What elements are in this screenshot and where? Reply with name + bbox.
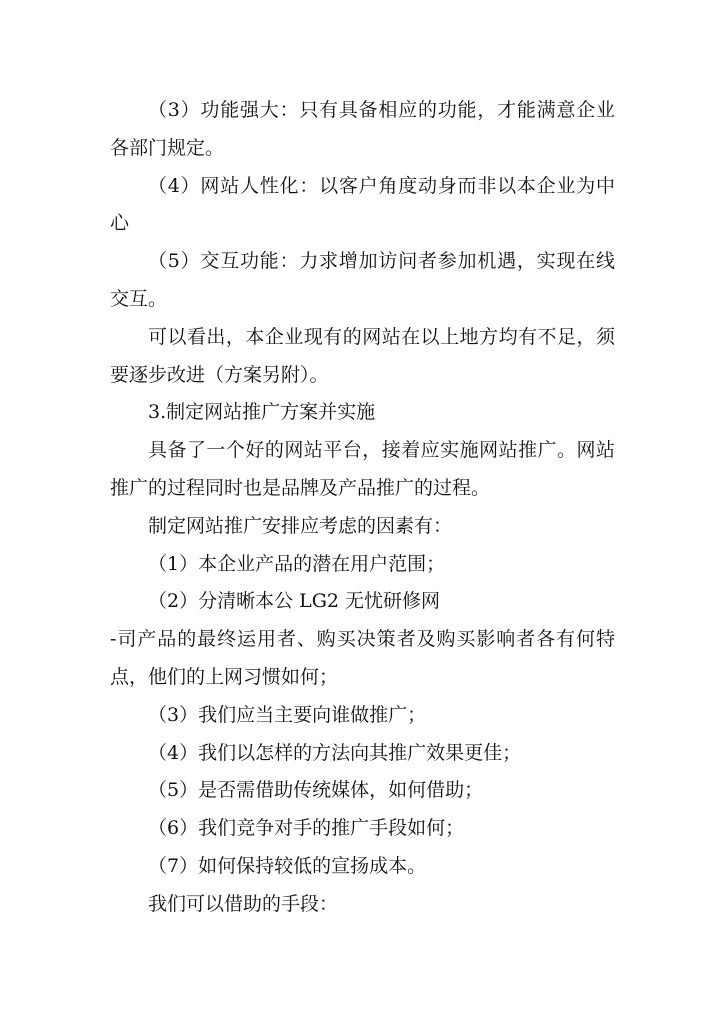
list-item-3: （3）我们应当主要向谁做推广； [148,703,427,726]
paragraph-conclusion: 可以看出，本企业现有的网站在以上地方均有不足，须要逐步改进（方案另附）。 [110,325,615,386]
paragraph-means-intro: 我们可以借助的手段： [148,892,339,915]
paragraph-promotion-intro: 具备了一个好的网站平台，接着应实施网站推广。网站推广的过程同时也是品牌及产品推广的过程。 [110,439,615,499]
paragraph-feature-strong: （3）功能强大：只有具备相应的功能，才能满意企业各部门规定。 [110,99,615,159]
paragraph-user-friendly: （4）网站人性化：以客户角度动身而非以本企业为中心 [110,174,615,235]
list-item-5: （5）是否需借助传统媒体，如何借助； [148,779,484,802]
paragraph-interaction: （5）交互功能：力求增加访问者参加机遇，实现在线交互。 [110,250,615,310]
list-item-4: （4）我们以怎样的方法向其推广效果更佳； [148,741,522,764]
paragraph-factors-intro: 制定网站推广安排应考虑的因素有： [148,514,453,537]
document-body [110,92,615,924]
list-item-7: （7）如何保持较低的宣扬成本。 [148,854,427,877]
list-item-1: （1）本企业产品的潜在用户范围； [148,552,446,575]
section-heading-promotion: 3.制定网站推广方案并实施 [148,401,376,424]
list-item-2: （2）分清晰本公 LG2 无忧研修网 [148,590,441,613]
list-item-6: （6）我们竞争对手的推广手段如何； [148,817,465,840]
list-item-2-continued: -司产品的最终运用者、购买决策者及购买影响者各有何特点，他们的上网习惯如何； [110,628,615,688]
